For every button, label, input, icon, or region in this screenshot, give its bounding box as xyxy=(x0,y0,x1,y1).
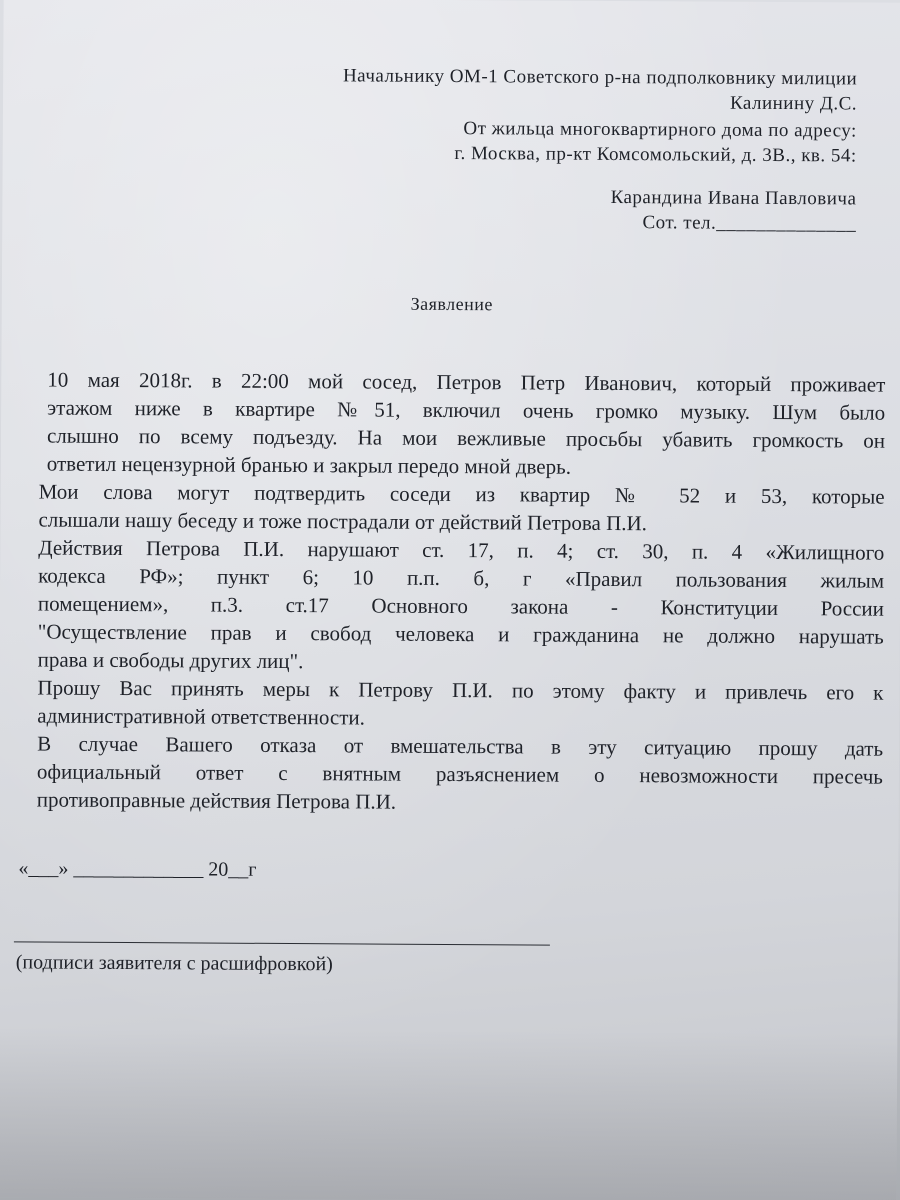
text-line: ответил нецензурной бранью и закрыл передо мной дверь. xyxy=(46,451,572,479)
text-line: слышно по всему подъезду. На мои вежливые просьбы убавить громкость он xyxy=(46,423,886,453)
addressee-line: Начальнику ОМ-1 Советского р-на подполковнику милиции xyxy=(342,65,858,90)
text-line: этажом ниже в квартире №51, включил очень громко музыку. Шум было xyxy=(47,395,886,425)
text-line: 10 мая 2018г. в 22:00 мой сосед, Петров Петр Иванович, который проживает xyxy=(47,367,886,397)
sender-phone: Сот. тел.______________ xyxy=(642,212,857,235)
text-line: кодекса РФ»; пункт 6; 10 п.п. б, г «Правил пользования жилым xyxy=(38,563,885,593)
text-line: "Осуществление прав и свобод человека и гражданина не должно нарушать xyxy=(37,619,884,649)
date-field: «___» _____________ 20__г xyxy=(18,857,257,881)
text-line: права и свободы других лиц". xyxy=(37,647,304,674)
addressee-name: Калинину Д.С. xyxy=(729,92,858,115)
paragraph-request xyxy=(37,673,883,734)
paragraph-witnesses xyxy=(38,477,884,538)
text-line: Действия Петрова П.И. нарушают ст. 17, п. 4; ст. 30, п. 4 «Жилищного xyxy=(38,535,885,565)
addressee-block xyxy=(216,63,857,237)
text-line: официальный ответ с внятным разъяснением о невозможности пресечь xyxy=(36,759,884,789)
text-line: Мои слова могут подтвердить соседи из квартир № 52 и 53, которые xyxy=(38,479,885,509)
text-line: противоправные действия Петрова П.И. xyxy=(36,787,397,814)
signature-line xyxy=(14,941,550,945)
text-line: слышали нашу беседу и тоже пострадали от действий Петрова П.И. xyxy=(38,507,648,536)
document-title: Заявление xyxy=(410,293,494,315)
signature-caption: (подписи заявителя с расшифровкой) xyxy=(15,951,333,976)
text-line: помещением», п.3. ст.17 Основного закона - Конституции России xyxy=(37,591,885,621)
sender-name: Карандина Ивана Павловича xyxy=(610,186,857,210)
text-line: административной ответственности. xyxy=(37,703,366,730)
paragraph-refusal xyxy=(37,729,883,818)
text-line: Прошу Вас принять меры к Петрову П.И. по этому факту и привлечь его к xyxy=(37,675,884,705)
sender-address: г. Москва, пр-кт Комсомольский, д. 3В., кв. 54: xyxy=(454,143,857,167)
sender-intro: От жильца многоквартирного дома по адресу: xyxy=(463,118,857,142)
text-line: В случае Вашего отказа от вмешательства в эту ситуацию прошу дать xyxy=(37,731,884,761)
paragraph-legal-basis xyxy=(38,533,885,678)
paragraph-incident xyxy=(39,365,886,482)
statement-body xyxy=(37,365,886,818)
